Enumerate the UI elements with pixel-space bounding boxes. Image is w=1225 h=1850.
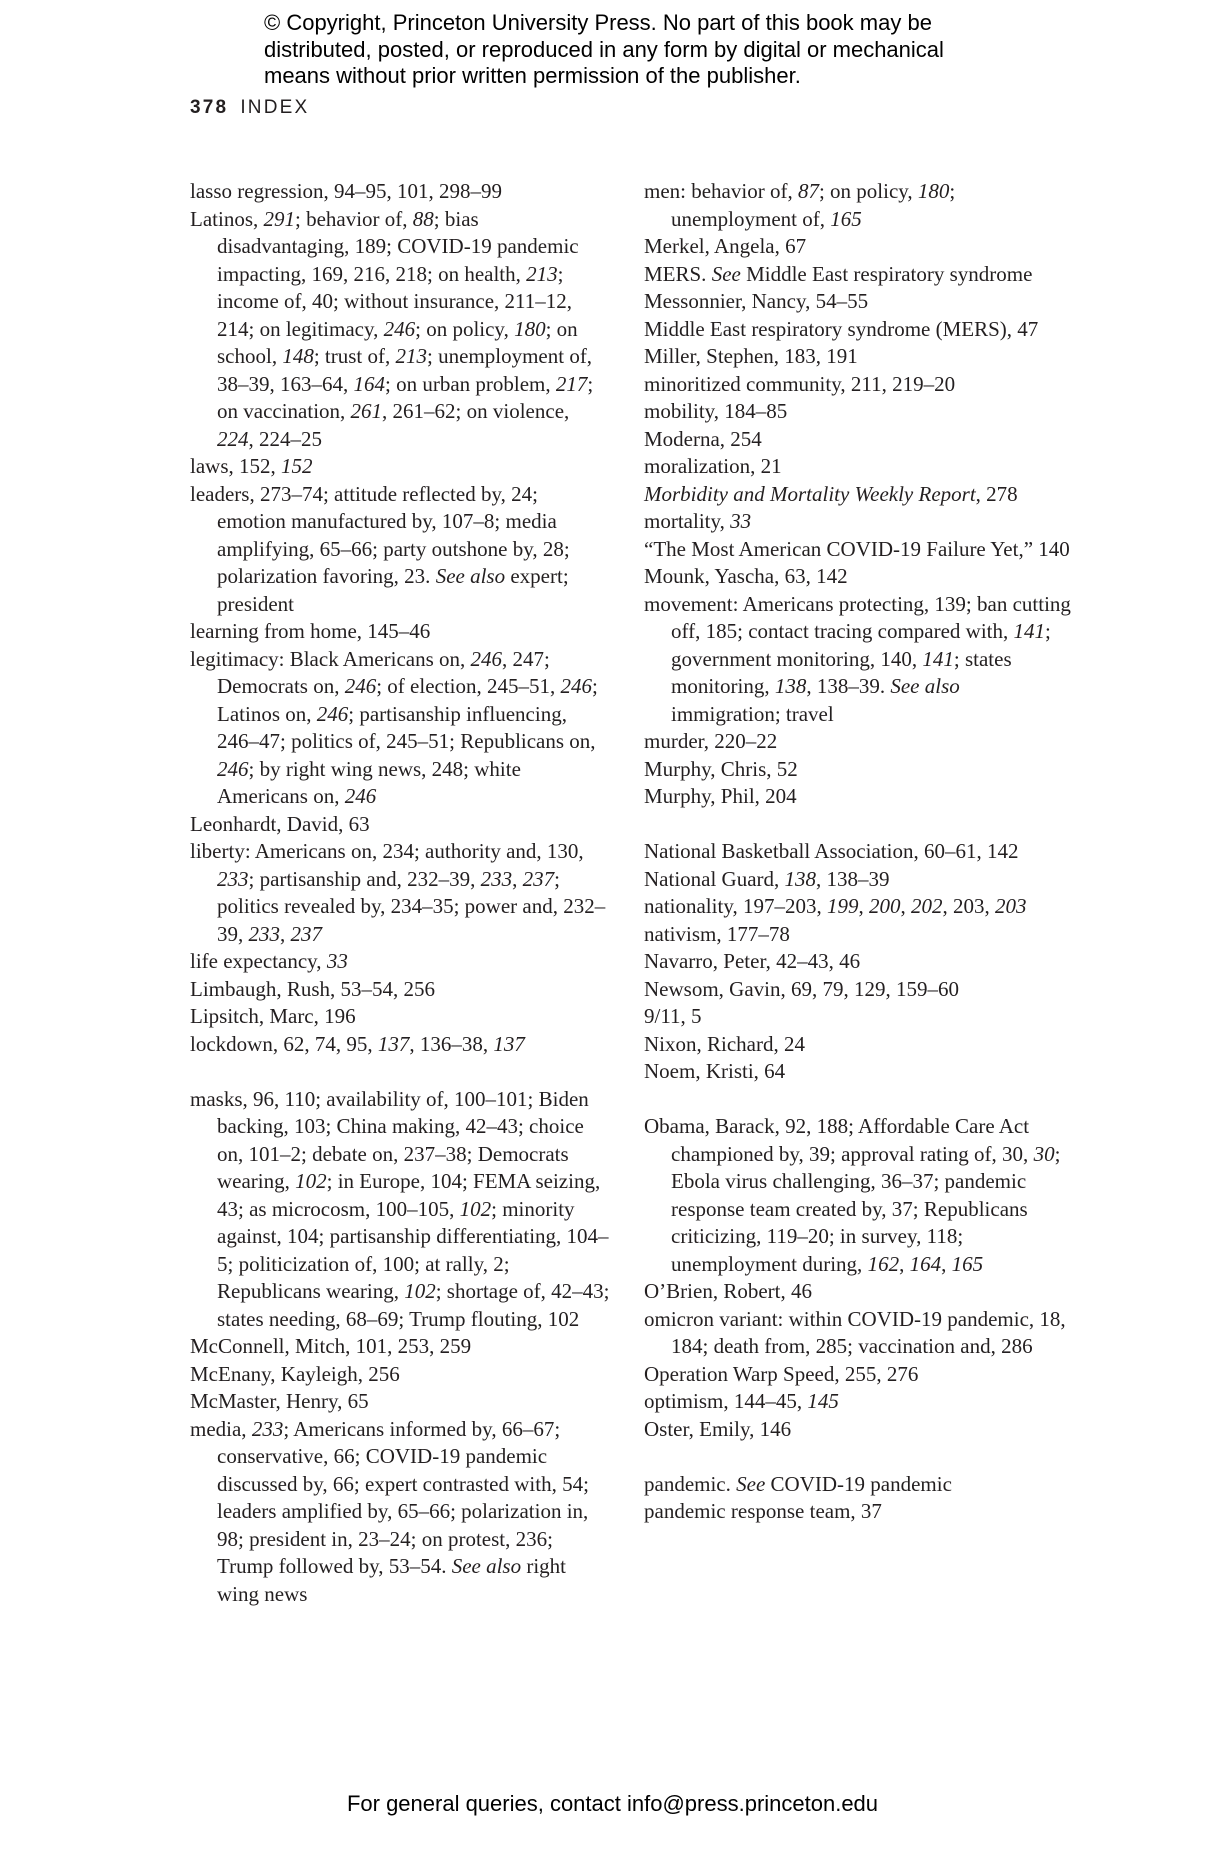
index-entry: Moderna, 254: [644, 426, 762, 451]
index-entry: minoritized community, 211, 219–20: [644, 371, 956, 396]
index-entry: National Guard, 138, 138–39: [644, 866, 890, 891]
index-entry: McMaster, Henry, 65: [190, 1389, 369, 1413]
index-entry: O’Brien, Robert, 46: [644, 1279, 812, 1303]
index-entry: pandemic response team, 37: [644, 1499, 882, 1523]
copyright-notice: © Copyright, Princeton University Press. No part of this book may be distributed, posted, or reproduced in any form by digital or mechanical means without prior written permission of the publisher.: [264, 10, 944, 88]
index-entry: Mounk, Yascha, 63, 142: [644, 564, 848, 588]
index-entry: Messonnier, Nancy, 54–55: [644, 289, 869, 313]
index-entry: pandemic. See COVID-19 pandemic: [644, 1471, 952, 1496]
footer-contact: For general queries, contact info@press.princeton.edu: [346, 1791, 879, 1816]
index-entry: omicron variant: within COVID-19 pandemic, 18, 184; death from, 285; vaccination and, 286: [644, 1306, 1066, 1358]
index-entry: “The Most American COVID-19 Failure Yet,” 140: [644, 536, 1070, 561]
index-entry: learning from home, 145–46: [190, 619, 431, 643]
index-entry: Navarro, Peter, 42–43, 46: [644, 949, 861, 973]
index-entry: Miller, Stephen, 183, 191: [644, 344, 858, 368]
index-entry: McConnell, Mitch, 101, 253, 259: [190, 1334, 472, 1358]
index-entry: laws, 152, 152: [190, 454, 313, 478]
index-entry: 9/11, 5: [644, 1004, 702, 1028]
index-entry: murder, 220–22: [644, 729, 778, 753]
index-entry: Newsom, Gavin, 69, 79, 129, 159–60: [644, 976, 959, 1001]
index-entry: legitimacy: Black Americans on, 246, 247; Democrats on, 246; of election, 245–51, 246; Latinos on, 246; partisanship influencing, 246–47; politics of, 245–51; Republicans on, 246; by right wing news, 248; white Americans on, 246: [190, 646, 598, 808]
index-entry: Merkel, Angela, 67: [644, 234, 807, 258]
index-entry: moralization, 21: [644, 454, 782, 478]
page-number: 378: [190, 97, 229, 118]
index-entry: Murphy, Phil, 204: [644, 784, 797, 808]
index-entry: Middle East respiratory syndrome (MERS), 47: [644, 316, 1039, 341]
index-entry: liberty: Americans on, 234; authority and, 130, 233; partisanship and, 232–39, 233, 237; politics revealed by, 234–35; power and, 232–39, 233, 237: [190, 839, 606, 946]
index-entry: Lipsitch, Marc, 196: [190, 1004, 356, 1028]
index-entry: Obama, Barack, 92, 188; Affordable Care Act championed by, 39; approval rating of, 30, 30; Ebola virus challenging, 36–37; pandemic response team created by, 37; Republicans criticizing, 119–20; in survey, 118; unemployment during, 162, 164, 165: [644, 1114, 1061, 1276]
index-entry: Noem, Kristi, 64: [644, 1059, 786, 1083]
index-entry: lasso regression, 94–95, 101, 298–99: [190, 179, 503, 203]
index-entry: National Basketball Association, 60–61, 142: [644, 839, 1019, 863]
index-entry: nativism, 177–78: [644, 921, 790, 946]
index-entry: mortality, 33: [644, 509, 752, 533]
index-column-right: [644, 178, 1074, 1526]
index-entry: nationality, 197–203, 199, 200, 202, 203, 203: [644, 894, 1027, 918]
index-entry: Latinos, 291; behavior of, 88; bias disadvantaging, 189; COVID-19 pandemic impacting, 169, 216, 218; on health, 213; income of, 40; without insurance, 211–12, 214; on legitimacy, 246; on policy, 180; on school, 148; trust of, 213; unemployment of, 38–39, 163–64, 164; on urban problem, 217; on vaccination, 261, 261–62; on violence, 224, 224–25: [190, 206, 594, 451]
index-entry: mobility, 184–85: [644, 399, 788, 423]
index-entry: life expectancy, 33: [190, 949, 348, 973]
running-head: [190, 97, 309, 119]
index-entry: Limbaugh, Rush, 53–54, 256: [190, 976, 435, 1001]
index-entry: leaders, 273–74; attitude reflected by, 24; emotion manufactured by, 107–8; media amplifying, 65–66; party outshone by, 28; polarization favoring, 23. See also expert; president: [190, 481, 570, 616]
index-entry: movement: Americans protecting, 139; ban cutting off, 185; contact tracing compared with, 141; government monitoring, 140, 141; states monitoring, 138, 138–39. See also immigration; travel: [644, 591, 1071, 726]
index-entry: lockdown, 62, 74, 95, 137, 136–38, 137: [190, 1031, 525, 1056]
section-title: INDEX: [240, 97, 310, 118]
index-entry: Murphy, Chris, 52: [644, 756, 798, 781]
index-entry: media, 233; Americans informed by, 66–67; conservative, 66; COVID-19 pandemic discussed by, 66; expert contrasted with, 54; leaders amplified by, 65–66; polarization in, 98; president in, 23–24; on protest, 236; Trump followed by, 53–54. See also right wing news: [190, 1416, 589, 1606]
index-entry: masks, 96, 110; availability of, 100–101; Biden backing, 103; China making, 42–43; choice on, 101–2; debate on, 237–38; Democrats wearing, 102; in Europe, 104; FEMA seizing, 43; as microcosm, 100–105, 102; minority against, 104; partisanship differentiating, 104–5; politicization of, 100; at rally, 2; Republicans wearing, 102; shortage of, 42–43; states needing, 68–69; Trump flouting, 102: [190, 1086, 610, 1331]
index-entry: McEnany, Kayleigh, 256: [190, 1361, 400, 1386]
index-entry: Nixon, Richard, 24: [644, 1031, 805, 1056]
index-entry: Operation Warp Speed, 255, 276: [644, 1361, 919, 1386]
index-entry: Morbidity and Mortality Weekly Report, 278: [644, 481, 1018, 506]
index-entry: Leonhardt, David, 63: [190, 811, 370, 836]
index-entry: optimism, 144–45, 145: [644, 1389, 839, 1413]
index-column-left: [190, 178, 610, 1608]
index-entry: MERS. See Middle East respiratory syndrome: [644, 261, 1033, 286]
index-entry: men: behavior of, 87; on policy, 180; unemployment of, 165: [644, 179, 956, 231]
index-entry: Oster, Emily, 146: [644, 1416, 792, 1441]
